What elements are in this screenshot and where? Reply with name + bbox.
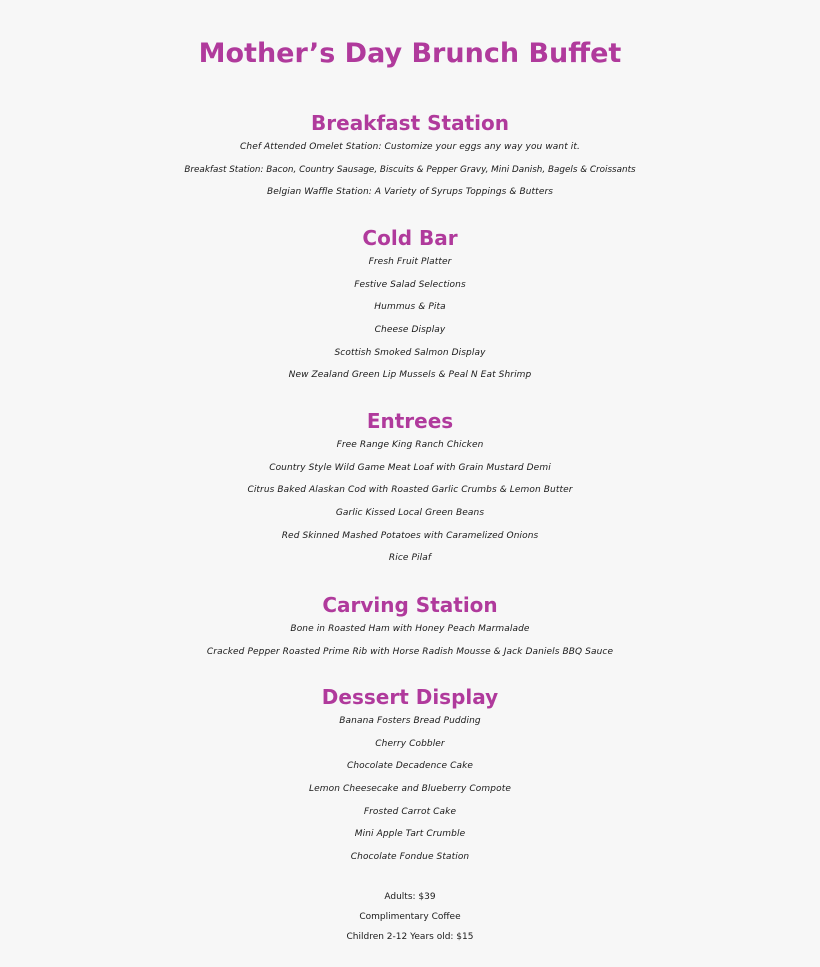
- menu-item: Citrus Baked Alaskan Cod with Roasted Garlic Crumbs & Lemon Butter: [247, 485, 573, 496]
- menu-item: Garlic Kissed Local Green Beans: [335, 508, 485, 519]
- adult-price: Adults: $39: [384, 892, 436, 902]
- section-heading: Cold Bar: [362, 226, 458, 250]
- menu-item: Belgian Waffle Station: A Variety of Syrups Toppings & Butters: [266, 187, 554, 198]
- section-heading: Carving Station: [322, 593, 498, 617]
- coffee-note: Complimentary Coffee: [359, 912, 461, 922]
- menu-item: Banana Fosters Bread Pudding: [339, 716, 481, 726]
- menu-item: Mini Apple Tart Crumble: [354, 829, 466, 840]
- section-cold-bar: [0, 226, 820, 387]
- menu-item: Cracked Pepper Roasted Prime Rib with Horse Radish Mousse & Jack Daniels BBQ Sauce: [206, 646, 614, 657]
- menu-item: Lemon Cheesecake and Blueberry Compote: [309, 784, 511, 795]
- menu-item: New Zealand Green Lip Mussels & Peal N Eat Shrimp: [288, 370, 532, 381]
- pricing-footer: [0, 887, 820, 947]
- menu-item: Fresh Fruit Platter: [368, 257, 452, 267]
- section-carving-station: [0, 593, 820, 663]
- section-dessert-display: [0, 685, 820, 869]
- menu-item: Chocolate Decadence Cake: [346, 761, 474, 772]
- menu-item: Cheese Display: [374, 325, 446, 336]
- menu-item: Scottish Smoked Salmon Display: [334, 347, 486, 358]
- menu-item: Rice Pilaf: [388, 553, 432, 564]
- menu-item: Festive Salad Selections: [354, 279, 466, 290]
- menu-item: Frosted Carrot Cake: [363, 806, 457, 817]
- menu-item: Chocolate Fondue Station: [350, 852, 470, 863]
- menu-item: Bone in Roasted Ham with Honey Peach Marmalade: [290, 624, 530, 634]
- menu-item: Cherry Cobbler: [375, 738, 445, 749]
- section-heading: Breakfast Station: [311, 111, 509, 135]
- menu-title: Mother’s Day Brunch Buffet: [198, 38, 622, 69]
- section-entrees: [0, 409, 820, 570]
- menu-item: Country Style Wild Game Meat Loaf with Grain Mustard Demi: [269, 462, 551, 473]
- child-price: Children 2-12 Years old: $15: [346, 932, 474, 942]
- menu-item: Breakfast Station: Bacon, Country Sausage, Biscuits & Pepper Gravy, Mini Danish, Bagels & Croissants: [184, 164, 636, 175]
- section-heading: Dessert Display: [321, 685, 499, 709]
- menu-item: Free Range King Ranch Chicken: [336, 440, 484, 450]
- section-breakfast-station: [0, 111, 820, 204]
- menu-item: Chef Attended Omelet Station: Customize your eggs any way you want it.: [240, 142, 580, 152]
- menu-item: Hummus & Pita: [374, 302, 446, 313]
- section-heading: Entrees: [366, 409, 454, 433]
- menu-item: Red Skinned Mashed Potatoes with Caramelized Onions: [281, 530, 539, 541]
